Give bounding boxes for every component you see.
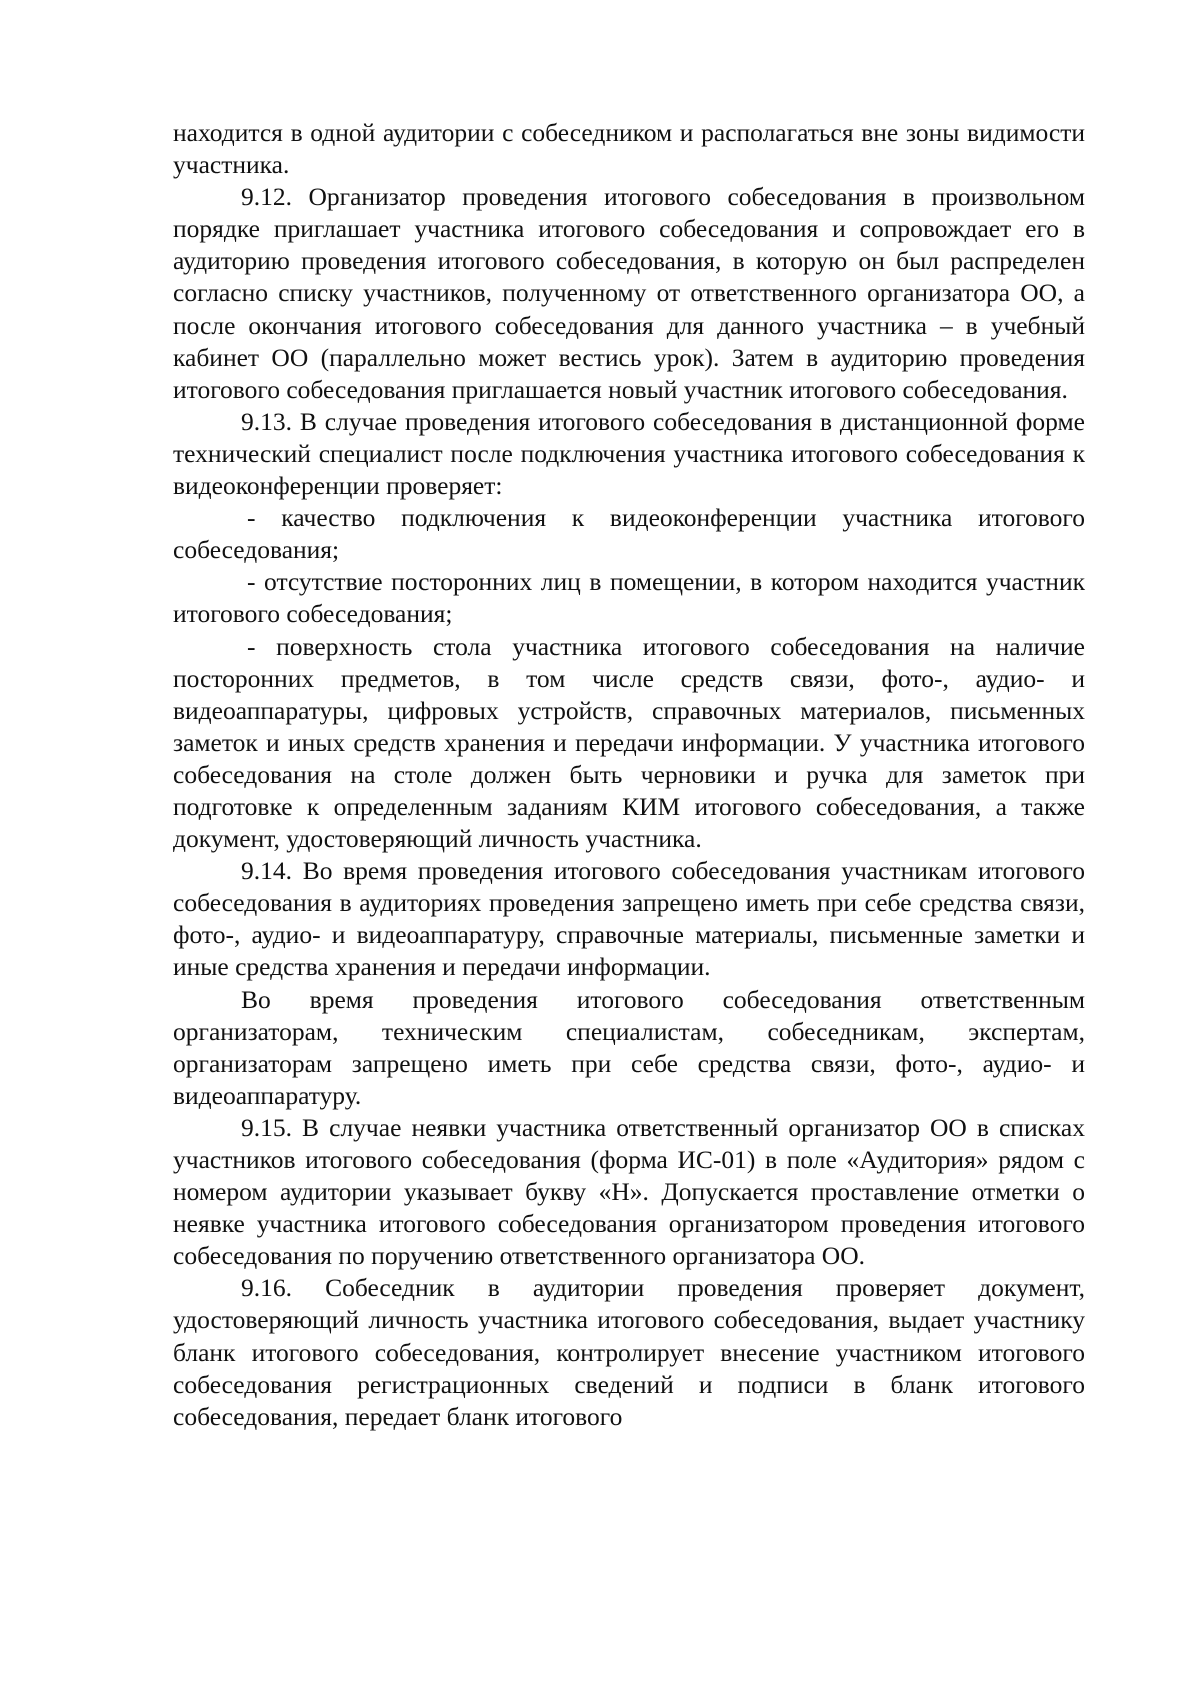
paragraph-9-14-continued: Во время проведения итогового собеседования ответственным организаторам, техническим специалистам, собеседникам, экспертам, организаторам запрещено иметь при себе средства связи, фото-, аудио- и видеоаппаратуру. <box>173 984 1085 1110</box>
list-item-desk-surface: - поверхность стола участника итогового собеседования на наличие посторонних предметов, в том числе средств связи, фото-, аудио- и видеоаппаратуры, цифровых устройств, справочных материалов, письменных заметок и иных средств хранения и передачи информации. У участника итогового собеседования на столе должен быть черновики и ручка для заметок при подготовке к определенным заданиям КИМ итогового собеседования, а также документ, удостоверяющий личность участника. <box>173 631 1085 854</box>
paragraph-continuation: находится в одной аудитории с собеседником и располагаться вне зоны видимости участника. <box>173 118 1085 180</box>
paragraph-9-16: 9.16. Собеседник в аудитории проведения проверяет документ, удостоверяющий личность участника итогового собеседования, выдает участнику бланк итогового собеседования, контролирует внесение участником итогового собеседования регистрационных сведений и подписи в бланк итогового собеседования, передает бланк итогового <box>173 1273 1085 1431</box>
paragraph-9-12: 9.12. Организатор проведения итогового собеседования в произвольном порядке приглашает участника итогового собеседования и сопровождает его в аудиторию проведения итогового собеседования, в которую он был распределен согласно списку участников, полученному от ответственного организатора ОО, а после окончания итогового собеседования для данного участника – в учебный кабинет ОО (параллельно может вестись урок). Затем в аудиторию проведения итогового собеседования приглашается новый участник итогового собеседования. <box>173 182 1085 404</box>
paragraph-9-13: 9.13. В случае проведения итогового собеседования в дистанционной форме технический специалист после подключения участника итогового собеседования к видеоконференции проверяет: <box>173 406 1085 501</box>
paragraph-9-15: 9.15. В случае неявки участника ответственный организатор ОО в списках участников итогового собеседования (форма ИС-01) в поле «Аудитория» рядом с номером аудитории указывает букву «Н». Допускается проставление отметки о неявке участника итогового собеседования организатором проведения итогового собеседования по поручению ответственного организатора ОО. <box>173 1112 1085 1271</box>
paragraph-9-14: 9.14. Во время проведения итогового собеседования участникам итогового собеседования в аудиториях проведения запрещено иметь при себе средства связи, фото-, аудио- и видеоаппаратуру, справочные материалы, письменные заметки и иные средства хранения и передачи информации. <box>173 856 1085 982</box>
list-item-no-outsiders: - отсутствие посторонних лиц в помещении, в котором находится участник итогового собеседования; <box>173 567 1085 629</box>
list-item-connection-quality: - качество подключения к видеоконференции участника итогового собеседования; <box>173 503 1085 565</box>
document-body <box>173 117 1085 1433</box>
